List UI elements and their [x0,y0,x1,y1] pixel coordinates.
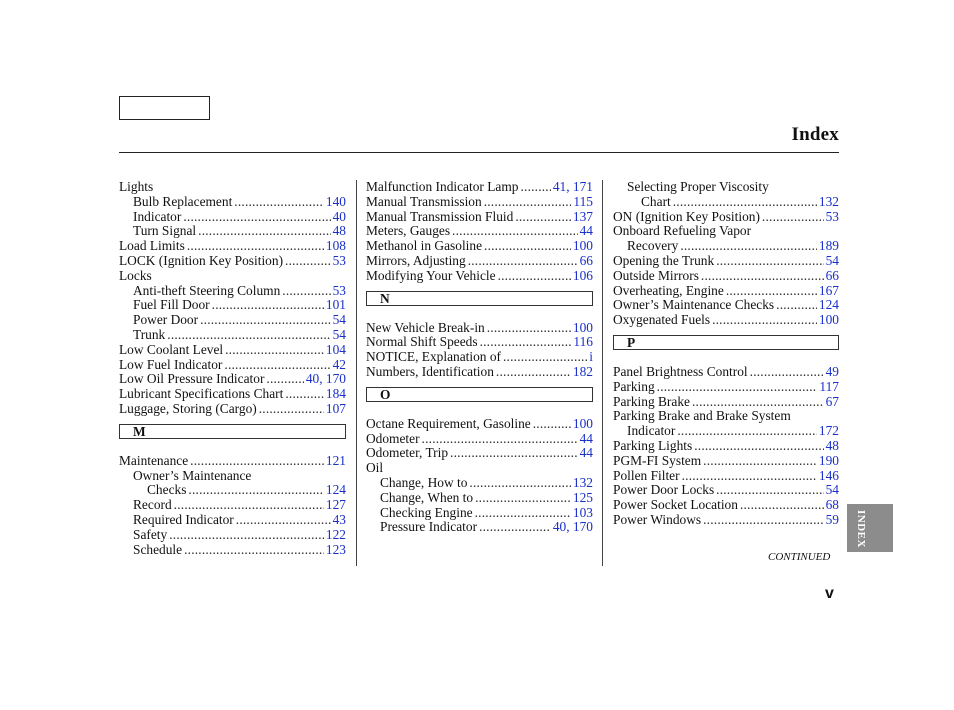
dot-leader [673,195,817,210]
index-heading [613,224,839,239]
page-reference-link[interactable]: 54 [825,482,839,498]
index-term: Low Oil Pressure Indicator [119,371,265,387]
index-term: Normal Shift Speeds [366,334,478,350]
index-term: Power Windows [613,511,702,527]
index-entry [613,298,839,313]
dot-leader [188,483,323,498]
dot-leader [680,239,817,254]
dot-leader [716,254,823,269]
dot-leader [190,454,324,469]
index-term: LOCK (Ignition Key Position) [119,252,284,268]
section-letter-header: N [366,291,593,306]
index-term: Lubricant Specifications Chart [119,386,284,402]
dot-leader [169,528,324,543]
page-reference-link[interactable]: 101 [325,297,346,313]
side-tab-label: INDEX [855,510,867,548]
dot-leader [703,513,823,528]
page-reference-link[interactable]: 190 [818,452,839,468]
index-term: Fuel Fill Door [133,297,210,313]
index-entry [119,298,346,313]
dot-leader [167,328,330,343]
index-entry [366,239,593,254]
dot-leader [450,446,578,461]
index-entry [119,328,346,343]
continued-label: CONTINUED [768,551,831,563]
index-term: Parking Lights [613,437,693,453]
index-term: Change, When to [380,489,474,505]
index-entry [366,491,593,506]
index-term: Onboard Refueling Vapor [613,223,752,239]
dot-leader [266,372,303,387]
index-term: Checks [147,482,187,498]
index-term: Power Socket Location [613,497,738,513]
page-reference-link[interactable]: 108 [325,238,346,254]
header-tab-box [119,96,210,120]
dot-leader [750,365,824,380]
index-term: Power Door [133,312,199,328]
index-term: Oxygenated Fuels [613,312,711,328]
index-term: Modifying Your Vehicle [366,267,496,283]
index-entry [613,469,839,484]
dot-leader [479,520,551,535]
column-divider [602,180,603,566]
index-heading [366,461,593,476]
page-reference-link[interactable]: 44 [579,445,593,461]
index-entry [119,358,346,373]
page-reference-link[interactable]: i [589,349,593,365]
section-letter-header: O [366,387,593,402]
index-entry [613,395,839,410]
index-term: Low Coolant Level [119,341,224,357]
index-term: Power Door Locks [613,482,715,498]
dot-leader [692,395,824,410]
page-reference-link[interactable]: 127 [325,497,346,513]
index-term: Mirrors, Adjusting [366,252,466,268]
dot-leader [487,321,571,336]
index-term: Indicator [627,423,676,439]
page-reference-link[interactable]: 66 [825,267,839,283]
index-entry [613,454,839,469]
index-term: Bulb Replacement [133,193,233,209]
page-reference-link[interactable]: 132 [818,193,839,209]
page-reference-link[interactable]: 44 [579,430,593,446]
dot-leader [285,387,324,402]
index-term: Checking Engine [380,504,473,520]
index-term: Low Fuel Indicator [119,356,223,372]
section-letter-header: M [119,424,346,439]
index-column-3 [613,180,839,528]
dot-leader [498,269,571,284]
page-title: Index [791,124,839,145]
dot-leader [200,313,331,328]
index-term: Selecting Proper Viscosity [627,179,769,194]
index-entry [366,446,593,461]
page-reference-link[interactable]: 100 [572,415,593,431]
index-entry [366,432,593,447]
page-reference-link[interactable]: 121 [325,452,346,468]
index-entry [119,239,346,254]
page-number: v [825,585,834,602]
page-reference-link[interactable]: 115 [573,193,593,209]
page-reference-link[interactable]: 48 [332,223,346,239]
page-reference-link[interactable]: 107 [325,400,346,416]
index-column-2 [366,180,593,535]
dot-leader [515,210,571,225]
dot-leader [236,513,331,528]
page-reference-link[interactable]: 189 [818,238,839,254]
page-reference-link[interactable]: 40 [332,208,346,224]
page-reference-link[interactable]: 116 [573,334,593,350]
index-heading [119,180,346,195]
page-reference-link[interactable]: 100 [572,238,593,254]
index-entry [613,195,839,210]
index-term: Change, How to [380,474,468,490]
page-reference-link[interactable]: 66 [579,252,593,268]
index-term: Chart [641,193,671,209]
dot-leader [762,210,824,225]
header-rule [119,152,839,153]
dot-leader [475,506,571,521]
index-entry [119,195,346,210]
index-entry [613,498,839,513]
dot-leader [682,469,817,484]
index-term: Overheating, Engine [613,282,724,298]
index-entry [613,269,839,284]
index-term: Outside Mirrors [613,267,699,283]
index-term: Record [133,497,172,513]
dot-leader [716,483,823,498]
index-term: Manual Transmission Fluid [366,208,514,224]
index-term: Parking Brake [613,393,690,409]
section-letter-header: P [613,335,839,350]
index-term: Pressure Indicator [380,519,478,535]
dot-leader [740,498,824,513]
dot-leader [694,439,823,454]
index-term: Oil [366,460,384,476]
page-reference-link[interactable]: 100 [572,319,593,335]
page-reference-link[interactable]: 49 [825,363,839,379]
dot-leader [520,180,550,195]
page-reference-link[interactable]: 54 [332,326,346,342]
dot-leader [183,210,330,225]
index-term: Locks [119,267,152,283]
index-entry [119,528,346,543]
dot-leader [282,284,330,299]
column-divider [356,180,357,566]
dot-leader [503,350,587,365]
page-reference-link[interactable]: 184 [325,386,346,402]
dot-leader [484,195,572,210]
index-entry [613,513,839,528]
index-term: NOTICE, Explanation of [366,349,501,365]
index-term: Methanol in Gasoline [366,238,483,254]
index-entry [613,439,839,454]
page-reference-link[interactable]: 103 [572,504,593,520]
index-term: Malfunction Indicator Lamp [366,179,519,194]
index-column-1 [119,180,346,557]
dot-leader [187,239,324,254]
index-entry [366,350,593,365]
page-reference-link[interactable]: 122 [325,526,346,542]
index-entry [613,380,839,395]
index-entry [119,498,346,513]
index-term: Parking [613,378,655,394]
index-entry [119,210,346,225]
dot-leader [701,269,824,284]
index-entry [366,365,593,380]
index-entry [366,195,593,210]
index-entry [366,520,593,535]
index-entry [119,372,346,387]
index-term: Octane Requirement, Gasoline [366,415,531,431]
page-reference-link[interactable]: 124 [325,482,346,498]
index-heading [613,180,839,195]
index-heading [613,409,839,424]
index-term: Odometer, Trip [366,445,449,461]
index-entry [119,254,346,269]
index-term: Pollen Filter [613,467,680,483]
index-entry [613,424,839,439]
page-reference-link[interactable]: 53 [825,208,839,224]
dot-leader [184,543,324,558]
index-entry [119,343,346,358]
page-reference-link[interactable]: 137 [572,208,593,224]
index-term: Turn Signal [133,223,197,239]
index-term: Indicator [133,208,182,224]
index-heading [119,469,346,484]
index-entry [366,269,593,284]
index-heading [119,269,346,284]
page-reference-link[interactable]: 106 [572,267,593,283]
index-term: Anti-theft Steering Column [133,282,281,298]
dot-leader [469,476,571,491]
index-term: Safety [133,526,168,542]
page-reference-link[interactable]: 53 [332,252,346,268]
index-term: Manual Transmission [366,193,482,209]
index-term: Meters, Gauges [366,223,451,239]
index-term: Owner’s Maintenance [133,467,252,483]
dot-leader [480,335,572,350]
page-reference-link[interactable]: 40, 170 [305,371,346,387]
index-entry [119,513,346,528]
page-reference-link[interactable]: 54 [825,252,839,268]
index-term: Trunk [133,326,166,342]
index-term: Panel Brightness Control [613,363,748,379]
index-term: Numbers, Identification [366,363,494,379]
index-term: Opening the Trunk [613,252,715,268]
page-reference-link[interactable]: 43 [332,511,346,527]
index-entry [119,224,346,239]
dot-leader [259,402,324,417]
page-reference-link[interactable]: 68 [825,497,839,513]
page-reference-link[interactable]: 48 [825,437,839,453]
page-reference-link[interactable]: 53 [332,282,346,298]
page-reference-link[interactable]: 104 [325,341,346,357]
index-entry [366,180,593,195]
index-entry [613,284,839,299]
page-reference-link[interactable]: 172 [818,423,839,439]
index-entry [119,454,346,469]
index-entry [366,254,593,269]
index-entry [366,224,593,239]
dot-leader [475,491,571,506]
page-reference-link[interactable]: 41, 171 [552,179,593,194]
index-term: Odometer [366,430,420,446]
page-reference-link[interactable]: 132 [572,474,593,490]
index-entry [366,335,593,350]
page-reference-link[interactable]: 125 [572,489,593,505]
page-reference-link[interactable]: 54 [332,312,346,328]
page-reference-link[interactable]: 123 [325,541,346,557]
index-term: Required Indicator [133,511,234,527]
dot-leader [712,313,817,328]
dot-leader [703,454,817,469]
index-entry [119,402,346,417]
dot-leader [452,224,578,239]
index-entry [366,210,593,225]
dot-leader [234,195,324,210]
index-term: Lights [119,179,154,194]
page-reference-link[interactable]: 140 [325,193,346,209]
index-term: New Vehicle Break-in [366,319,485,335]
dot-leader [225,343,324,358]
page-reference-link[interactable]: 167 [818,282,839,298]
index-side-tab[interactable] [847,504,893,552]
dot-leader [496,365,571,380]
page-reference-link[interactable]: 44 [579,223,593,239]
dot-leader [677,424,817,439]
index-entry [613,365,839,380]
index-term: PGM-FI System [613,452,702,468]
dot-leader [776,298,817,313]
dot-leader [468,254,578,269]
page-reference-link[interactable]: 42 [332,356,346,372]
page-reference-link[interactable]: 67 [825,393,839,409]
index-entry [119,284,346,299]
page-reference-link[interactable]: 146 [818,467,839,483]
index-entry [613,210,839,225]
index-entry [613,483,839,498]
page-reference-link[interactable]: 117 [819,378,839,394]
dot-leader [726,284,817,299]
index-term: Schedule [133,541,183,557]
index-term: Luggage, Storing (Cargo) [119,400,257,416]
index-term: Recovery [627,238,679,254]
index-term: ON (Ignition Key Position) [613,208,760,224]
index-term: Parking Brake and Brake System [613,408,791,424]
dot-leader [285,254,331,269]
index-entry [366,321,593,336]
index-entry [613,254,839,269]
dot-leader [224,358,330,373]
index-term: Maintenance [119,452,189,468]
page-reference-link[interactable]: 182 [572,363,593,379]
index-entry [119,543,346,558]
index-entry [366,506,593,521]
dot-leader [198,224,330,239]
page-reference-link[interactable]: 59 [825,511,839,527]
page-reference-link[interactable]: 100 [818,312,839,328]
index-entry [613,239,839,254]
index-entry [613,313,839,328]
index-entry [366,476,593,491]
index-entry [119,387,346,402]
dot-leader [657,380,818,395]
index-entry [366,417,593,432]
index-entry [119,483,346,498]
dot-leader [422,432,578,447]
index-term: Owner’s Maintenance Checks [613,297,775,313]
page-reference-link[interactable]: 124 [818,297,839,313]
dot-leader [533,417,571,432]
page-reference-link[interactable]: 40, 170 [552,519,593,535]
dot-leader [212,298,324,313]
dot-leader [174,498,324,513]
index-entry [119,313,346,328]
index-term: Load Limits [119,238,185,254]
dot-leader [484,239,571,254]
